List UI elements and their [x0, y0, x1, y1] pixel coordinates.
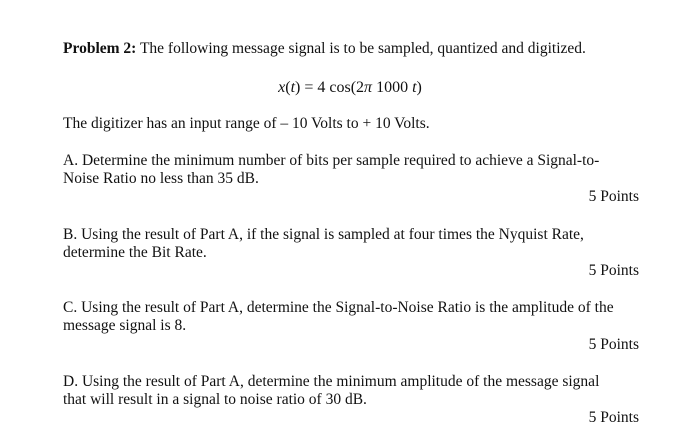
- part-a-line2: Noise Ratio no less than 35 dB.: [63, 170, 259, 187]
- part-c-points: 5 Points: [588, 336, 639, 353]
- part-d-points: 5 Points: [588, 409, 639, 426]
- signal-formula-text: x(t) = 4 cos(2π 1000 t): [278, 79, 422, 96]
- part-b-line1: B. Using the result of Part A, if the signal is sampled at four times the Nyquist Rate,: [63, 226, 584, 243]
- part-d-line1: D. Using the result of Part A, determine the minimum amplitude of the message signal: [63, 373, 600, 390]
- part-c-line1: C. Using the result of Part A, determine the Signal-to-Noise Ratio is the amplitude of the: [63, 299, 614, 316]
- signal-formula: [0, 78, 678, 98]
- problem-header: [63, 39, 586, 59]
- part-a-line1: A. Determine the minimum number of bits per sample required to achieve a Signal-to-: [63, 152, 600, 169]
- part-a-points: 5 Points: [588, 188, 639, 205]
- part-d-line2: that will result in a signal to noise ratio of 30 dB.: [63, 391, 367, 408]
- problem-label: Problem 2:: [63, 40, 137, 57]
- problem-intro: The following message signal is to be sampled, quantized and digitized.: [139, 40, 586, 57]
- part-b-line2: determine the Bit Rate.: [63, 244, 207, 261]
- part-c-line2: message signal is 8.: [63, 317, 187, 334]
- part-b-points: 5 Points: [588, 262, 639, 279]
- digitizer-range: The digitizer has an input range of – 10 Volts to + 10 Volts.: [63, 115, 430, 132]
